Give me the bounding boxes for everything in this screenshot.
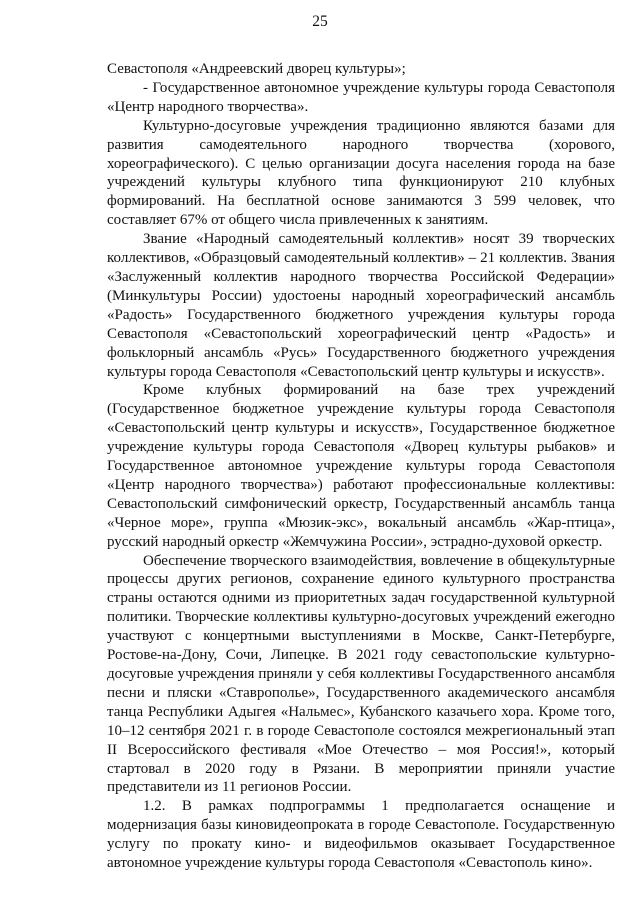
paragraph-subprogram-1-2: 1.2. В рамках подпрограммы 1 предполагается оснащение и модернизация базы киновидеопроката в городе Севастополе. Государственную услугу по прокату кино- и видеофильмов оказывает Государственное автономное учреждение культуры города Севастополя «Севастополь кино».: [107, 798, 615, 872]
page-number: 25: [312, 13, 328, 30]
paragraph-creative-interaction: Обеспечение творческого взаимодействия, вовлечение в общекультурные процессы других регионов, сохранение единого культурного пространства страны остаются одними из приоритетных задач государственной культурной политики. Творческие коллективы культурно-досуговых учреждений ежегодно участвуют с концертными выступлениями в Москве, Санкт-Петербурге, Ростове-на-Дону, Сочи, Липецке. В 2021 году севастопольские культурно-досуговые учреждения приняли у себя коллективы Государственного ансамбля песни и пляски «Ставрополье», Государственного академического ансамбля танца Республики Адыгея «Нальмес», Кубанского казачьего хора. Кроме того, 10–12 сентября 2021 г. в городе Севастополе состоялся межрегиональный этап II Всероссийского фестиваля «Мое Отечество – моя Россия!», который стартовал в 2020 году в Рязани. В мероприятии приняли участие представители из 11 регионов России.: [107, 552, 615, 796]
paragraph-institution-tail: Севастополя «Андреевский дворец культуры»;: [107, 61, 406, 77]
paragraph-bullet-center-folk-art: - Государственное автономное учреждение культуры города Севастополя «Центр народного творчества».: [107, 79, 615, 115]
paragraph-professional-collectives: Кроме клубных формирований на базе трех учреждений (Государственное бюджетное учреждение культуры города Севастополя «Севастопольский центр культуры и искусств», Государственное бюджетное учреждение культуры города Севастополя «Дворец культуры рыбаков» и Государственное автономное учреждение культуры города Севастополя «Центр народного творчества») работают профессиональные коллективы: Севастопольский симфонический оркестр, Государственный ансамбль танца «Черное море», группа «Мюзик-экс», вокальный ансамбль «Жар-птица», русский народный оркестр «Жемчужина России», эстрадно-духовой оркестр.: [107, 382, 615, 550]
paragraph-club-formations: Культурно-досуговые учреждения традиционно являются базами для развития самодеятельного народного творчества (хорового, хореографического). С целью организации досуга населения города на базе учреждений культуры клубного типа функционируют 210 клубных формирований. На бесплатной основе занимаются 3 599 человек, что составляет 67% от общего числа привлеченных к занятиям.: [107, 117, 615, 229]
paragraph-honorary-titles: Звание «Народный самодеятельный коллектив» носят 39 творческих коллективов, «Образцовый самодеятельный коллектив» – 21 коллектив. Звания «Заслуженный коллектив народного творчества Российской Федерации» (Минкультуры России) удостоены народный хореографический ансамбль «Радость» Государственного бюджетного учреждения культуры города Севастополя «Севастопольский хореографический центр «Радость» и фольклорный ансамбль «Русь» Государственного бюджетного учреждения культуры города Севастополя «Севастопольский центр культуры и искусств».: [107, 231, 615, 380]
document-body: [107, 60, 615, 873]
